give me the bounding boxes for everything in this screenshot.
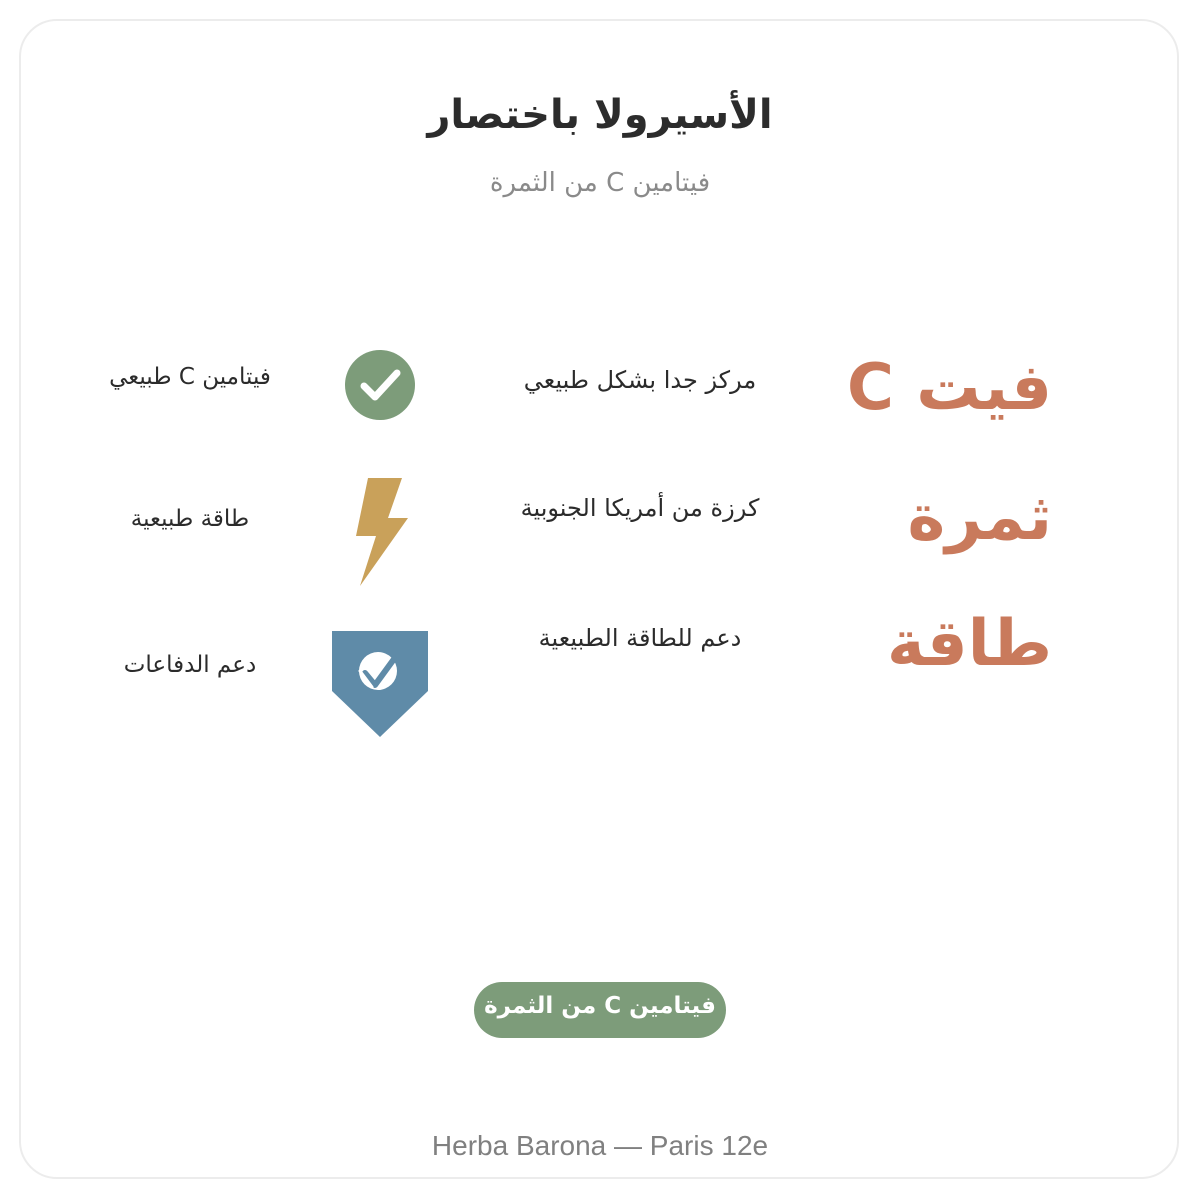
big-word-fruit: ثمرة (907, 481, 1052, 555)
feature-label-vitamin: فيتامين C طبيعي (109, 364, 271, 390)
lightning-bolt-icon (356, 478, 408, 586)
check-circle-icon (344, 349, 416, 421)
feature-label-energy: طاقة طبيعية (130, 506, 250, 532)
big-word-energy: طاقة (886, 607, 1052, 681)
description-vitamin: مركز جدا بشكل طبيعي (523, 366, 757, 394)
footer-text: Herba Barona — Paris 12e (431, 1130, 769, 1161)
page-subtitle: فيتامين C من الثمرة (489, 168, 711, 198)
cta-pill-button[interactable] (474, 982, 726, 1038)
shield-check-icon (332, 631, 428, 737)
big-word-vitamin: فيت C (846, 351, 1052, 425)
cta-pill-label: فيتامين C من الثمرة (484, 993, 716, 1019)
description-energy: دعم للطاقة الطبيعية (538, 624, 742, 652)
feature-label-defense: دعم الدفاعات (123, 652, 257, 678)
page-title: الأسيرولا باختصار (427, 92, 773, 138)
description-fruit: كرزة من أمريكا الجنوبية (520, 494, 760, 522)
